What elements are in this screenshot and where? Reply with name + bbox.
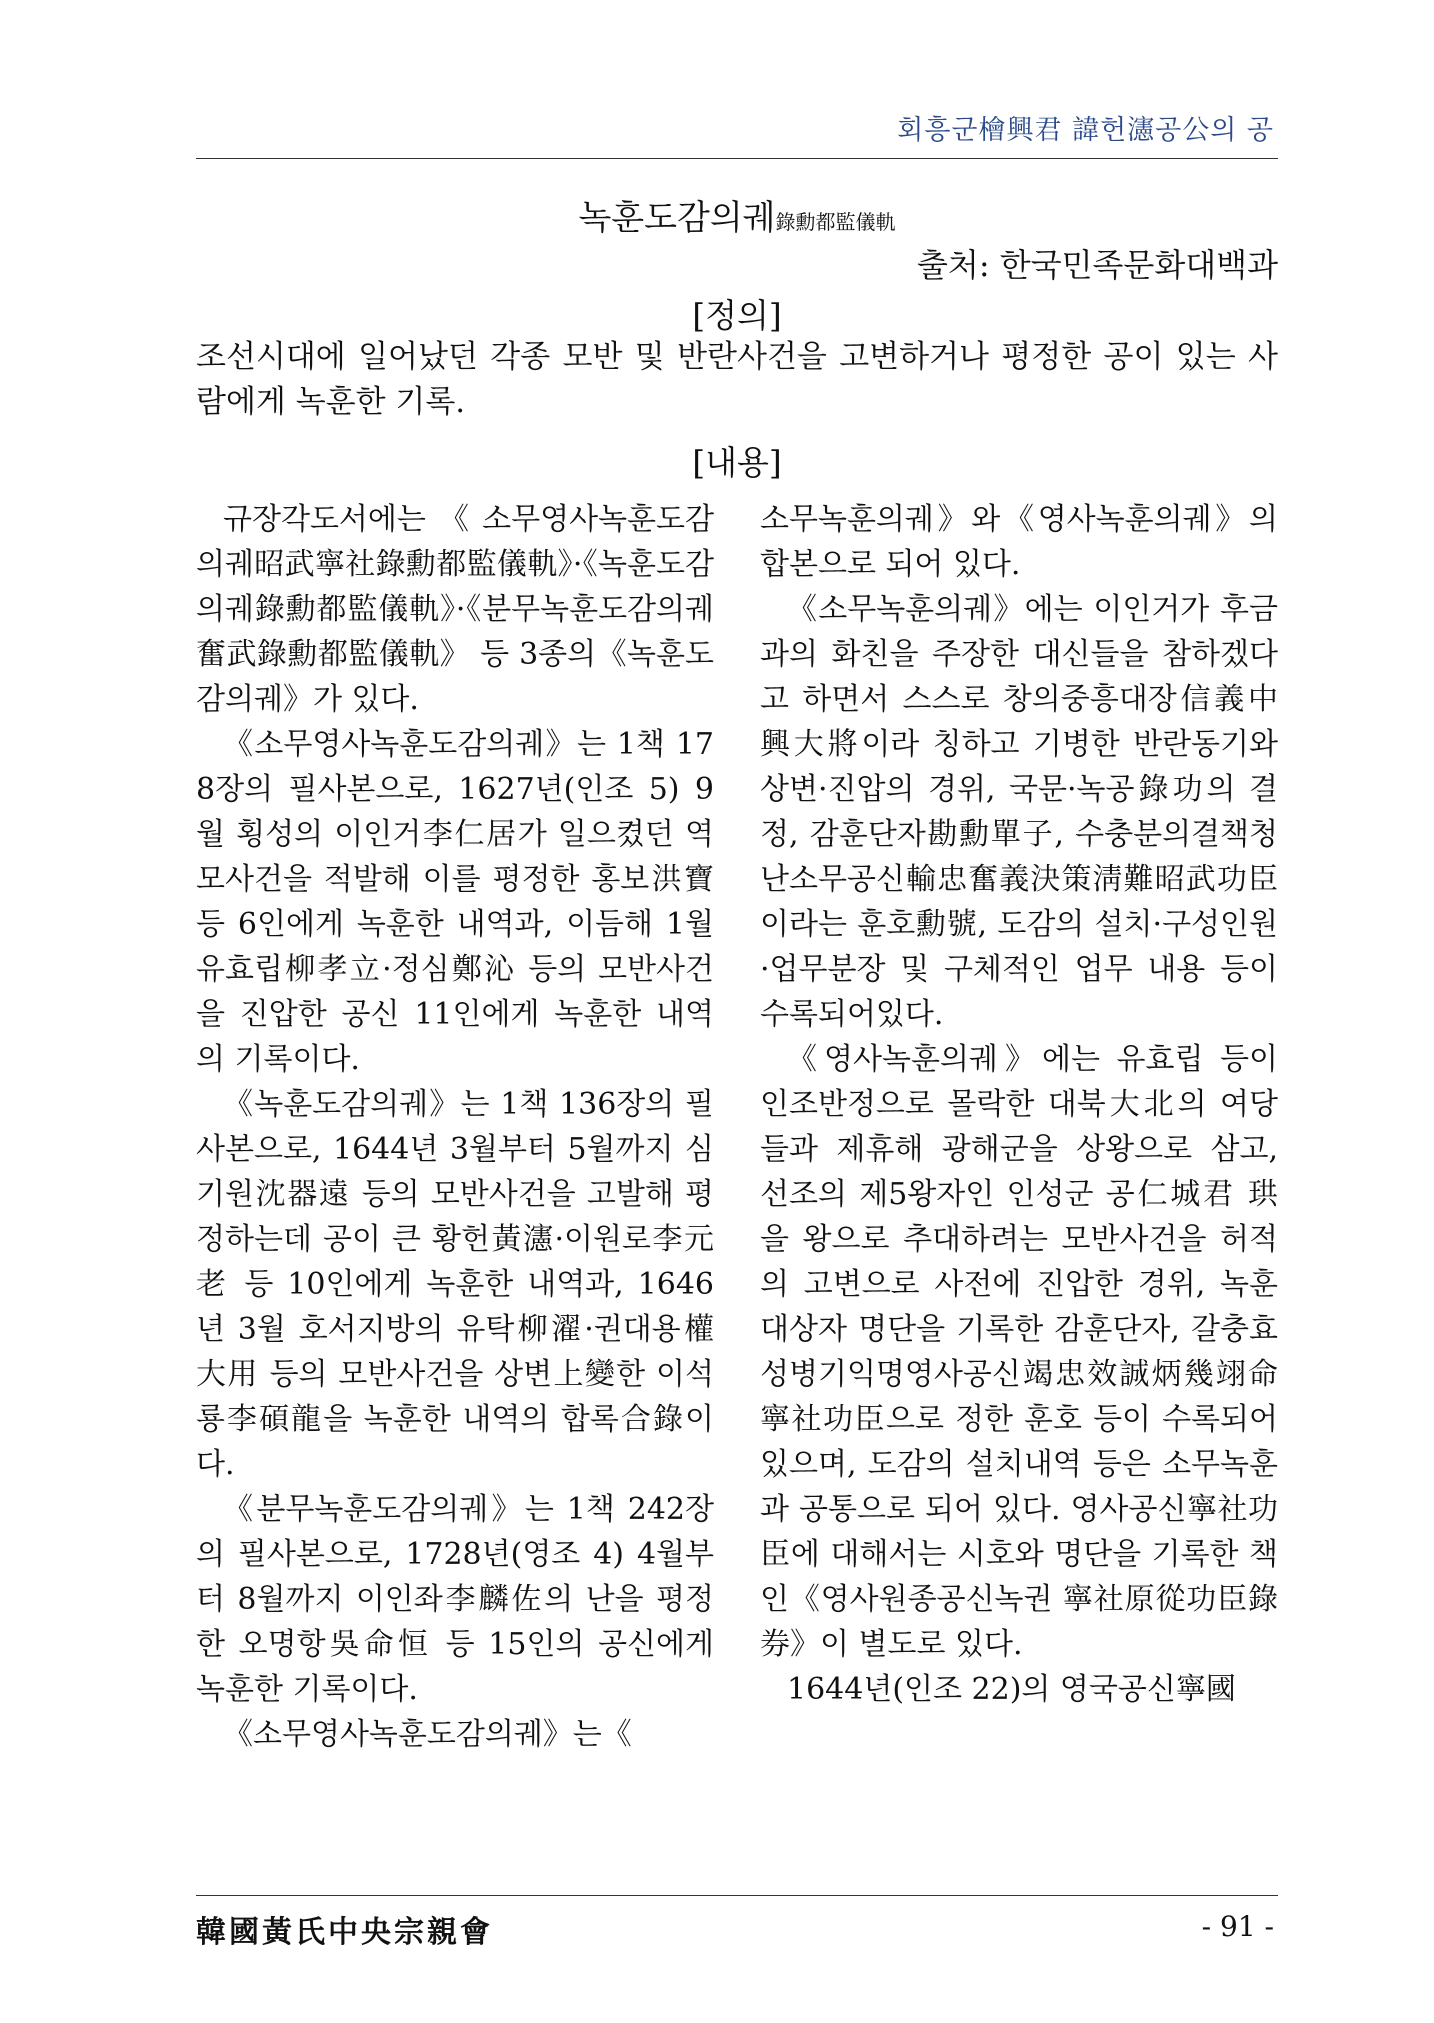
paragraph: 1644년(인조 22)의 영국공신寧國 [787, 1672, 1236, 1707]
source-line: 출처: 한국민족문화대백과 [917, 246, 1278, 284]
left-column [196, 497, 714, 1757]
paragraph: 《영사녹훈의궤》에는 유효립 등이 인조반정으로 몰락한 대북大北의 여당들과 제휴해 광해군을 상왕으로 삼고, 선조의 제5왕자인 인성군 공仁城君 珙을 왕으로 추대하려는 모반사건을 허적의 고변으로 사전에 진압한 경위, 녹훈대상자 명단을 기록한 감훈단자, 갈충효성병기익명영사공신竭忠效誠炳幾翊命寧社功臣으로 정한 훈호 등이 수록되어 있으며, 도감의 설치내역 등은 소무녹훈과 공통으로 되어 있다. 영사공신寧社功臣에 대해서는 시호와 명단을 기록한 책인《영사원종공신녹권 寧社原從功臣錄券》이 별도로 있다. [760, 1042, 1278, 1662]
paragraph: 《소무영사녹훈도감의궤》는《 [223, 1717, 632, 1752]
title-hanja: 錄勳都監儀軌 [775, 210, 896, 234]
paragraph: 소무녹훈의궤》와《영사녹훈의궤》의 합본으로 되어 있다. [760, 502, 1278, 582]
definition-text: 조선시대에 일어났던 각종 모반 및 반란사건을 고변하거나 평정한 공이 있는 사람에게 녹훈한 기록. [196, 339, 1278, 420]
definition-heading: [정의] [692, 296, 782, 335]
footer-divider [196, 1895, 1278, 1896]
paragraph: 《분무녹훈도감의궤》는 1책 242장의 필사본으로, 1728년(영조 4) 4월부터 8월까지 이인좌李麟佐의 난을 평정한 오명항吳命恒 등 15인의 공신에게 녹훈한 기록이다. [196, 1492, 714, 1707]
right-column [760, 497, 1278, 1712]
paragraph: 《소무녹훈의궤》에는 이인거가 후금과의 화친을 주장한 대신들을 참하겠다고 하면서 스스로 창의중흥대장信義中興大將이라 칭하고 기병한 반란동기와 상변·진압의 경위, 국문·녹공錄功의 결정, 감훈단자勘勳單子, 수충분의결책청난소무공신輸忠奮義決策淸難昭武功臣이라는 훈호勳號, 도감의 설치·구성인원·업무분장 및 구체적인 업무 내용 등이 수록되어있다. [760, 592, 1278, 1032]
document-title [196, 190, 1278, 239]
running-header: 회흥군檜興君 諱헌瀗공公의 공 [897, 115, 1274, 146]
footer-logo: 韓國黃氏中央宗親會 [196, 1915, 493, 1950]
paragraph: 《녹훈도감의궤》는 1책 136장의 필사본으로, 1644년 3월부터 5월까지 심기원沈器遠 등의 모반사건을 고발해 평정하는데 공이 큰 황헌黃瀗·이원로李元老 등 10인에게 녹훈한 내역과, 1646년 3월 호서지방의 유탁柳濯·권대용權大用 등의 모반사건을 상변上變한 이석룡李碩龍을 녹훈한 내역의 합록合錄이다. [196, 1087, 714, 1482]
title-korean: 녹훈도감의궤 [578, 198, 776, 238]
page-number: - 91 - [1201, 1910, 1274, 1943]
content-heading: [내용] [692, 443, 782, 482]
paragraph: 《소무영사녹훈도감의궤》는 1책 178장의 필사본으로, 1627년(인조 5) 9월 횡성의 이인거李仁居가 일으켰던 역모사건을 적발해 이를 평정한 홍보洪寶 등 6인에게 녹훈한 내역과, 이듬해 1월 유효립柳孝立·정심鄭沁 등의 모반사건을 진압한 공신 11인에게 녹훈한 내역의 기록이다. [196, 727, 714, 1077]
paragraph: 규장각도서에는《소무영사녹훈도감의궤昭武寧社錄勳都監儀軌》·《녹훈도감의궤錄勳都監儀軌》·《분무녹훈도감의궤奮武錄勳都監儀軌》 등 3종의《녹훈도감의궤》가 있다. [196, 502, 714, 717]
header-divider [196, 158, 1278, 159]
